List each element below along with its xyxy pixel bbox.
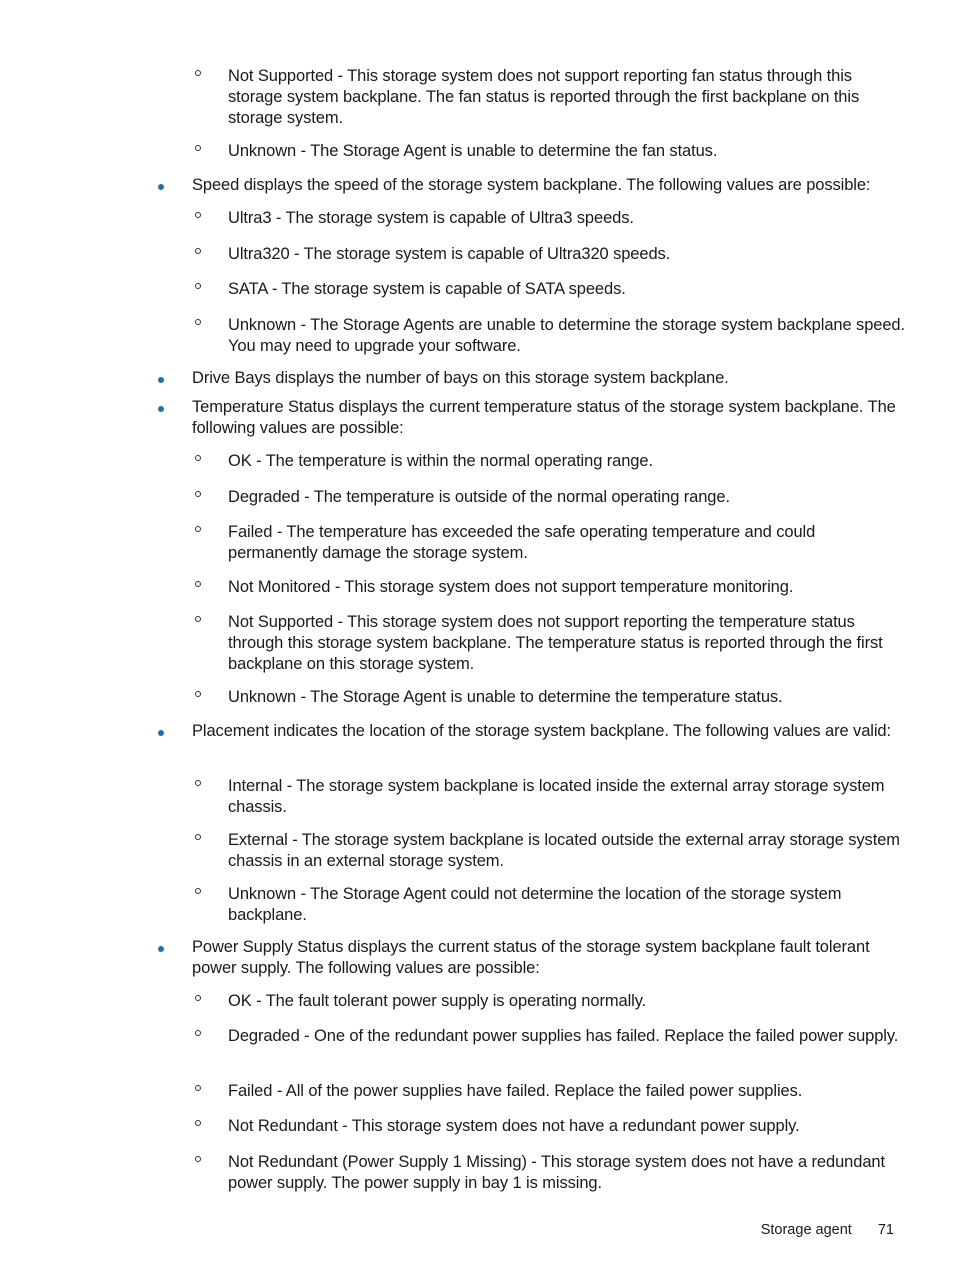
sub-bullet-item: Unknown - The Storage Agent is unable to determine the fan status. [228,141,908,162]
sub-bullet-item: Internal - The storage system backplane is located inside the external array storage system chassis. [228,776,908,818]
page-footer [761,1222,894,1238]
bullet-item: Drive Bays displays the number of bays on this storage system backplane. [192,368,908,389]
bullet-item: Temperature Status displays the current temperature status of the storage system backplane. The following values are possible: [192,397,908,439]
sub-bullet-item: Failed - The temperature has exceeded the safe operating temperature and could permanently damage the storage system. [228,522,908,564]
sub-bullet-item: Failed - All of the power supplies have failed. Replace the failed power supplies. [228,1081,908,1102]
sub-bullet-item: OK - The fault tolerant power supply is operating normally. [228,991,908,1012]
footer-section-title: Storage agent [760,1222,852,1238]
sub-bullet-item: Unknown - The Storage Agent could not determine the location of the storage system backplane. [228,884,908,926]
sub-bullet-item: Ultra320 - The storage system is capable of Ultra320 speeds. [228,244,908,265]
sub-bullet-item: Not Redundant - This storage system does not have a redundant power supply. [228,1116,908,1137]
bullet-item: Placement indicates the location of the storage system backplane. The following values are valid: [192,721,908,742]
sub-bullet-item: Not Redundant (Power Supply 1 Missing) - This storage system does not have a redundant power supply. The power supply in bay 1 is missing. [228,1152,908,1194]
bullet-item: Power Supply Status displays the current status of the storage system backplane fault tolerant power supply. The following values are possible: [192,937,908,979]
sub-bullet-item: SATA - The storage system is capable of SATA speeds. [228,279,908,300]
bullet-item: Speed displays the speed of the storage system backplane. The following values are possible: [192,175,908,196]
sub-bullet-item: Ultra3 - The storage system is capable of Ultra3 speeds. [228,208,908,229]
sub-bullet-item: Not Supported - This storage system does not support reporting the temperature status through this storage system backplane. The temperature status is reported through the first backplane on this storage system. [228,612,908,675]
sub-bullet-item: Degraded - One of the redundant power supplies has failed. Replace the failed power supply. [228,1026,908,1047]
sub-bullet-item: Unknown - The Storage Agent is unable to determine the temperature status. [228,687,908,708]
sub-bullet-item: Unknown - The Storage Agents are unable to determine the storage system backplane speed. You may need to upgrade your software. [228,315,908,357]
sub-bullet-item: Not Monitored - This storage system does not support temperature monitoring. [228,577,908,598]
sub-bullet-item: Degraded - The temperature is outside of the normal operating range. [228,487,908,508]
sub-bullet-item: Not Supported - This storage system does not support reporting fan status through this storage system backplane. The fan status is reported through the first backplane on this storage system. [228,66,908,129]
sub-bullet-item: External - The storage system backplane is located outside the external array storage system chassis in an external storage system. [228,830,908,872]
page-number: 71 [877,1222,894,1238]
sub-bullet-item: OK - The temperature is within the normal operating range. [228,451,908,472]
